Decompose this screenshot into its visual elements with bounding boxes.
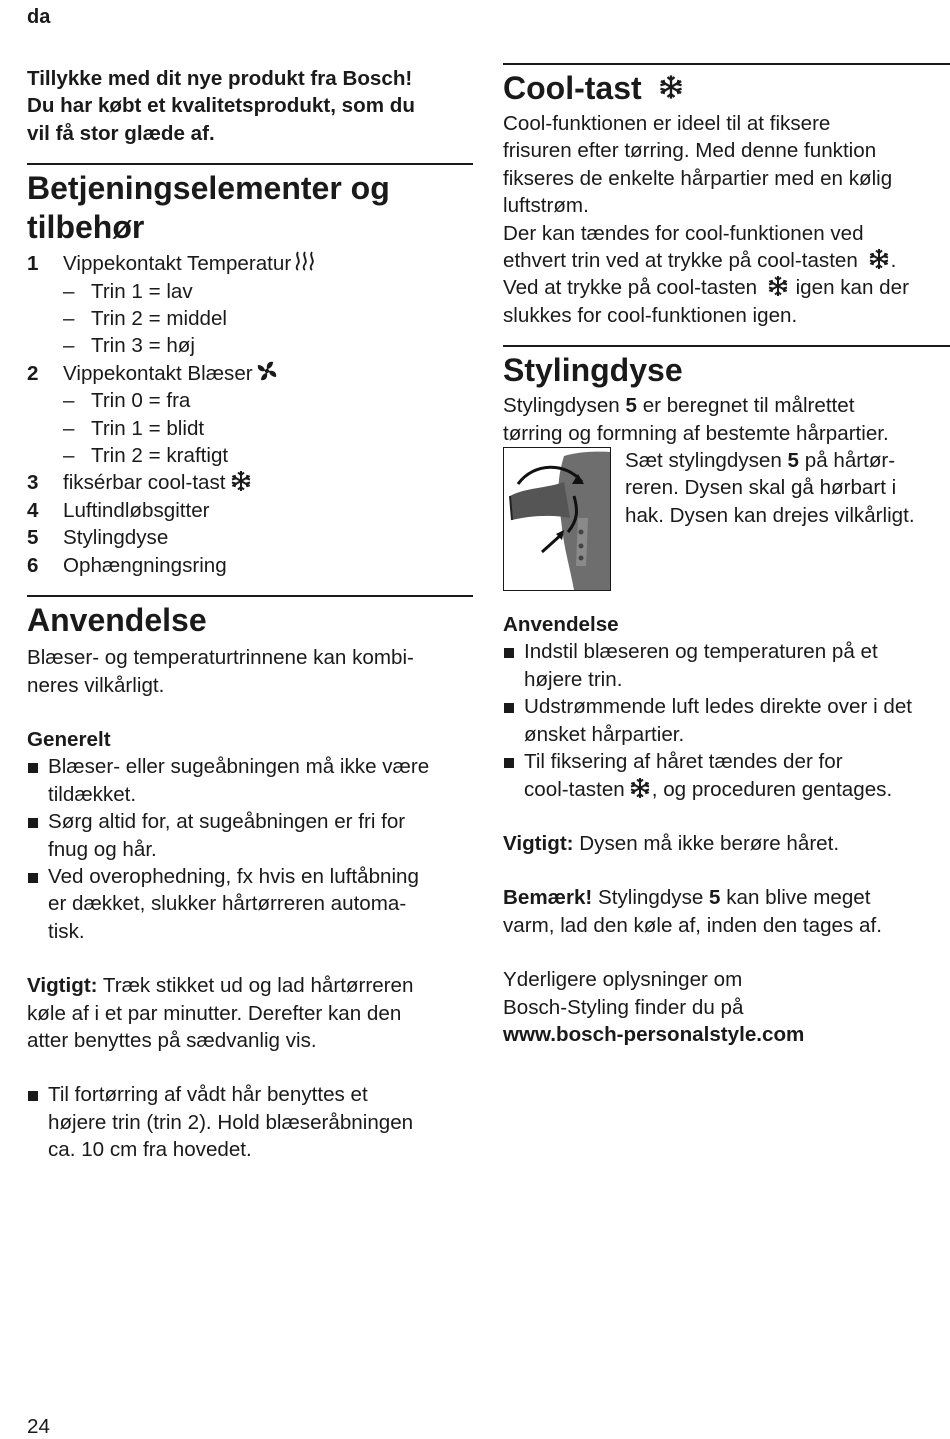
bullet-line: højere trin. <box>524 667 623 691</box>
subitem-label: Trin 2 = kraftigt <box>91 444 229 468</box>
figure-text: Sæt stylingdysen <box>625 449 788 473</box>
important-text: Træk stikket ud og lad hårtørreren <box>97 974 414 998</box>
figure-line <box>625 447 950 474</box>
cool-line: luftstrøm. <box>503 194 589 218</box>
styling-note <box>503 884 950 939</box>
bullet-line: tildækket. <box>48 782 137 806</box>
list-subitem <box>27 442 473 469</box>
cool-line: slukkes for cool-funktionen igen. <box>503 303 798 327</box>
item-label: Vippekontakt Temperatur <box>63 252 292 276</box>
bullet-item <box>503 748 950 803</box>
important-text: atter benyttes på sædvanlig vis. <box>27 1028 317 1052</box>
snowflake-icon <box>867 247 891 271</box>
intro-line: vil få stor glæde af. <box>27 121 215 145</box>
snowflake-icon <box>229 469 253 493</box>
cool-section <box>503 69 950 329</box>
item-number: 1 <box>27 252 39 276</box>
bullet-line: , og proceduren gentages. <box>651 777 893 801</box>
controls-title <box>27 169 473 247</box>
styling-text: Stylingdysen <box>503 394 626 418</box>
heat-icon <box>294 250 316 272</box>
list-item <box>27 524 473 551</box>
item-label: fiksérbar cool-tast <box>63 471 226 495</box>
note-text: varm, lad den køle af, inden den tages af. <box>503 913 882 937</box>
list-item <box>27 360 473 387</box>
section-divider <box>503 345 950 347</box>
bullet-line: fnug og hår. <box>48 837 157 861</box>
more-info-text: Bosch-Styling finder du på <box>503 995 744 1019</box>
cool-line-text: Ved at trykke på cool-tasten <box>503 276 758 300</box>
cool-line <box>503 247 950 274</box>
bullet-line: Sørg altid for, at sugeåbningen er fri for <box>48 810 406 834</box>
figure-line: hak. Dysen kan drejes vilkårligt. <box>625 503 915 527</box>
important-note <box>27 972 473 1054</box>
snowflake-icon <box>657 73 685 101</box>
controls-list <box>27 250 473 579</box>
dash-marker: – <box>63 279 75 303</box>
item-label: Vippekontakt Blæser <box>63 361 253 385</box>
cool-line-text: igen kan der <box>789 276 909 300</box>
intro-text <box>27 65 473 147</box>
intro-line: Du har købt et kvalitetsprodukt, som du <box>27 94 415 118</box>
styling-section <box>503 351 950 1048</box>
cool-line-text: ethvert trin ved at trykke på cool-tasten <box>503 249 858 273</box>
bullet-line: ønsket hårpartier. <box>524 722 685 746</box>
bullet-item <box>27 1081 473 1163</box>
list-subitem <box>27 305 473 332</box>
dash-marker: – <box>63 444 75 468</box>
list-subitem <box>27 332 473 359</box>
bullet-line: Blæser- eller sugeåbningen må ikke være <box>48 755 430 779</box>
list-item <box>27 497 473 524</box>
item-number: 6 <box>27 553 39 577</box>
right-column <box>503 63 950 1048</box>
bullet-line: tisk. <box>48 919 85 943</box>
intro-line: Tillykke med dit nye produkt fra Bosch! <box>27 67 413 90</box>
styling-text: er beregnet til målrettet <box>636 394 855 418</box>
styling-important <box>503 830 950 857</box>
list-item <box>27 552 473 579</box>
dash-marker: – <box>63 416 75 440</box>
list-subitem <box>27 415 473 442</box>
item-label: Luftindløbsgitter <box>63 498 210 522</box>
bullet-item <box>27 753 473 808</box>
dash-marker: – <box>63 334 75 358</box>
nozzle-illustration <box>503 447 611 591</box>
important-text: køle af i et par minutter. Derefter kan den <box>27 1001 402 1025</box>
general-title: Generelt <box>27 727 111 751</box>
cool-line <box>503 274 950 301</box>
figure-line: reren. Dysen skal gå hørbart i <box>625 476 897 500</box>
subitem-label: Trin 1 = lav <box>91 279 193 303</box>
item-number: 2 <box>27 361 39 385</box>
subitem-label: Trin 2 = middel <box>91 307 228 331</box>
cool-line-text: . <box>890 249 897 273</box>
cool-line: Cool-funktionen er ideel til at fiksere <box>503 112 831 135</box>
page-number: 24 <box>27 1415 50 1438</box>
section-divider <box>503 63 950 65</box>
note-label: Bemærk! <box>503 886 593 910</box>
bullet-square <box>27 1081 48 1163</box>
cool-title-text: Cool-tast <box>503 70 642 106</box>
bullet-line: ca. 10 cm fra hovedet. <box>48 1138 252 1162</box>
snowflake-icon <box>766 274 790 298</box>
subitem-label: Trin 3 = høj <box>91 334 195 358</box>
list-item <box>27 250 473 277</box>
subitem-label: Trin 1 = blidt <box>91 416 205 440</box>
section-divider <box>27 163 473 165</box>
more-info-text: Yderligere oplysninger om <box>503 968 743 992</box>
bullet-square <box>27 863 48 945</box>
item-label: Ophængningsring <box>63 553 227 577</box>
dash-marker: – <box>63 389 75 413</box>
section-divider <box>27 595 473 597</box>
usage-text-line: Blæser- og temperaturtrinnene kan kombi- <box>27 646 414 670</box>
bullet-line: Til fortørring af vådt hår benyttes et <box>48 1083 368 1107</box>
bullet-item <box>503 638 950 693</box>
dash-marker: – <box>63 307 75 331</box>
hairdryer-nozzle-icon <box>504 448 610 590</box>
styling-line: tørring og formning af bestemte hårpartier. <box>503 421 889 445</box>
bullet-item <box>503 693 950 748</box>
cool-line: frisuren efter tørring. Med denne funktion <box>503 139 877 163</box>
cool-title <box>503 69 950 108</box>
cool-line: fikseres de enkelte hårpartier med en kølig <box>503 166 893 190</box>
item-number: 3 <box>27 471 39 495</box>
nozzle-figure-block <box>503 447 950 595</box>
bullet-square <box>503 693 524 748</box>
bullet-line: Indstil blæseren og temperaturen på et <box>524 640 878 664</box>
figure-text: på hårtør- <box>799 449 896 473</box>
list-subitem <box>27 387 473 414</box>
left-column <box>27 65 473 1164</box>
usage-text-line: neres vilkårligt. <box>27 673 165 697</box>
list-item <box>27 469 473 496</box>
styling-usage-title: Anvendelse <box>503 613 619 637</box>
usage-title: Anvendelse <box>27 602 207 639</box>
bullet-item <box>27 808 473 863</box>
language-code: da <box>27 6 51 28</box>
item-ref: 5 <box>709 886 721 910</box>
bullet-square <box>27 808 48 863</box>
snowflake-icon <box>628 776 652 800</box>
usage-section <box>27 601 473 1164</box>
nozzle-instructions <box>625 447 950 529</box>
note-text: kan blive meget <box>720 886 871 910</box>
important-label: Vigtigt: <box>27 974 98 998</box>
item-ref: 5 <box>787 449 800 473</box>
website-link[interactable]: www.bosch-personalstyle.com <box>503 1022 805 1046</box>
bullet-line: Udstrømmende luft ledes direkte over i det <box>524 695 913 719</box>
item-ref: 5 <box>625 394 637 418</box>
important-label: Vigtigt: <box>503 831 574 855</box>
item-number: 4 <box>27 498 39 522</box>
bullet-line: er dækket, slukker hårtørreren automa- <box>48 892 407 916</box>
bullet-square <box>503 748 524 803</box>
controls-title-line1: Betjeningselementer og <box>27 170 390 207</box>
subitem-label: Trin 0 = fra <box>91 389 191 413</box>
controls-section <box>27 169 473 579</box>
bullet-line: Til fiksering af håret tændes der for <box>524 750 843 774</box>
controls-title-line2: tilbehør <box>27 209 145 246</box>
styling-title: Stylingdyse <box>503 352 683 389</box>
item-label: Stylingdyse <box>63 526 169 550</box>
bullet-line: Ved overophedning, fx hvis en luftåbning <box>48 864 419 888</box>
fan-icon <box>256 360 278 382</box>
bullet-square <box>27 753 48 808</box>
bullet-line: cool-tasten <box>524 777 625 801</box>
bullet-line: højere trin (trin 2). Hold blæseråbningen <box>48 1110 414 1134</box>
list-subitem <box>27 278 473 305</box>
item-number: 5 <box>27 526 39 550</box>
more-info <box>503 966 950 1048</box>
note-text: Stylingdyse <box>592 886 710 910</box>
bullet-item <box>27 863 473 945</box>
cool-line: Der kan tændes for cool-funktionen ved <box>503 221 864 245</box>
bullet-square <box>503 638 524 693</box>
styling-line <box>503 392 950 419</box>
important-text: Dysen må ikke berøre håret. <box>573 831 840 855</box>
